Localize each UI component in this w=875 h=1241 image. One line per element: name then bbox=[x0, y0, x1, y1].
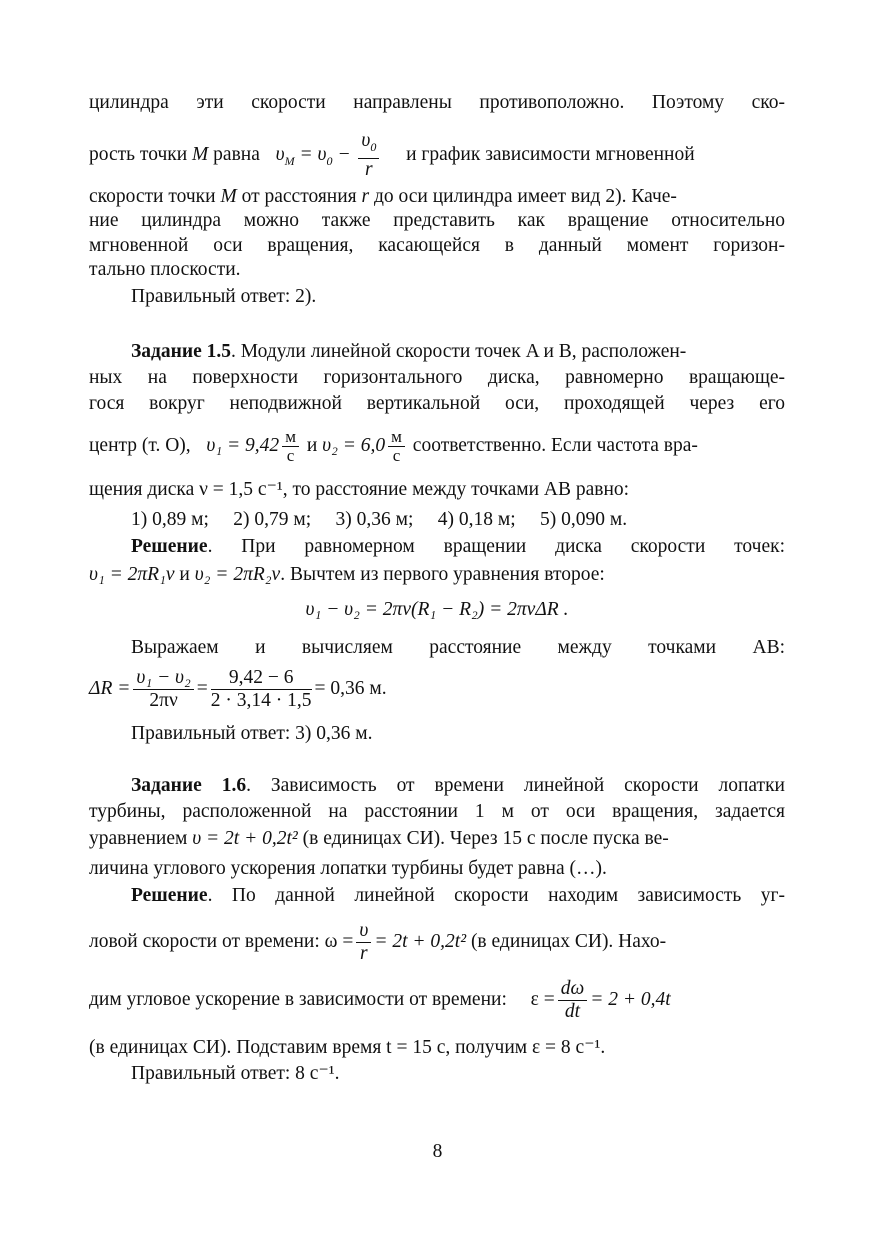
text-line: ловой скорости от времени: ω = $\frac{\upsilon}{r}$ = 2t + 0,2t² (в единицах СИ). Нахо- bbox=[89, 920, 667, 965]
equation: ΔR = $\frac{\text{υ₁ − υ₂}}{2\pi\nu}$ = $\frac{9,42 - 6}{2 \cdot 3,14 \cdot 1,5}$ = 0,36 м. bbox=[89, 667, 387, 712]
text-line: Выражаем и вычисляем расстояние между точками AB: bbox=[131, 637, 785, 658]
options-line: 1) 0,89 м; 2) 0,79 м; 3) 0,36 м; 4) 0,18 м; 5) 0,090 м. bbox=[131, 509, 628, 530]
text-line: Задание 1.6. Зависимость от времени линейной скорости лопатки bbox=[131, 775, 785, 796]
text-line: щения диска ν = 1,5 с⁻¹, то расстояние между точками AB равно: bbox=[89, 479, 630, 500]
text-line: гося вокруг неподвижной вертикальной оси, проходящей через его bbox=[89, 393, 785, 414]
fraction: $\frac{d\omega}{dt}$ bbox=[558, 978, 588, 1023]
formula-vm: $\upsilon_M = \upsilon_0$ − bbox=[275, 143, 356, 168]
page-number: 8 bbox=[432, 1141, 443, 1162]
text-line: центр (т. O), υ₁ = 9,42 $\frac{м}{с}$ и υ₂ = 6,0 $\frac{м}{с}$ соответственно. Если частота вра- bbox=[89, 427, 698, 466]
answer-line: Правильный ответ: 3) 0,36 м. bbox=[131, 723, 373, 744]
fraction: $\frac{\upsilon_0}{r}$ bbox=[358, 130, 379, 181]
fraction: $\frac{\upsilon}{r}$ bbox=[356, 920, 371, 965]
text-line: (в единицах СИ). Подставим время t = 15 с, получим ε = 8 с⁻¹. bbox=[89, 1037, 606, 1058]
text-line: ных на поверхности горизонтального диска, равномерно вращающе- bbox=[89, 367, 785, 388]
task-title: Задание 1.5 bbox=[131, 341, 232, 362]
text-line: личина углового ускорения лопатки турбины будет равна (…). bbox=[89, 858, 607, 879]
solution-label: Решение bbox=[131, 885, 208, 906]
text-line: Решение. По данной линейной скорости находим зависимость уг- bbox=[131, 885, 785, 906]
text-line: Решение. При равномерном вращении диска скорости точек: bbox=[131, 536, 785, 557]
task-title: Задание 1.6 bbox=[131, 775, 247, 796]
unit-fraction: $\frac{м}{с}$ bbox=[282, 428, 299, 465]
unit-fraction: $\frac{м}{с}$ bbox=[388, 428, 405, 465]
text-line: дим угловое ускорение в зависимости от времени: ε = $\frac{d\omega}{dt}$ = 2 + 0,4t bbox=[89, 978, 671, 1023]
text-line: скорости точки M от расстояния r до оси цилиндра имеет вид 2). Каче- bbox=[89, 186, 677, 207]
text-line: мгновенной оси вращения, касающейся в данный момент горизон- bbox=[89, 235, 785, 256]
text-line: υ₁ = 2πR₁ν и υ₂ = 2πR₂ν. Вычтем из первого уравнения второе: bbox=[89, 564, 605, 585]
fraction: $\frac{9,42 - 6}{2 \cdot 3,14 \cdot 1,5}$ bbox=[210, 667, 312, 712]
text-line: Задание 1.5. Модули линейной скорости точек A и B, расположен- bbox=[131, 341, 687, 362]
text-line: уравнением υ = 2t + 0,2t² (в единицах СИ). Через 15 с после пуска ве- bbox=[89, 828, 669, 849]
text-line: цилиндра эти скорости направлены противоположно. Поэтому ско- bbox=[89, 92, 785, 113]
text-line: турбины, расположенной на расстоянии 1 м от оси вращения, задается bbox=[89, 801, 785, 822]
solution-label: Решение bbox=[131, 536, 208, 557]
text-line: ние цилиндра можно также представить как вращение относительно bbox=[89, 210, 785, 231]
answer-line: Правильный ответ: 8 с⁻¹. bbox=[131, 1063, 340, 1084]
fraction: $\frac{\text{υ₁ − υ₂}}{2\pi\nu}$ bbox=[133, 667, 193, 712]
equation: υ₁ − υ₂ = 2πν(R₁ − R₂) = 2πνΔR . bbox=[305, 599, 569, 620]
answer-line: Правильный ответ: 2). bbox=[131, 286, 317, 307]
text-line: тально плоскости. bbox=[89, 259, 241, 280]
text-line: рость точки M равна $\upsilon_M = \upsilon_0$ − $\frac{\upsilon_0}{r}$ и график зависимости мгновенной bbox=[89, 130, 695, 180]
